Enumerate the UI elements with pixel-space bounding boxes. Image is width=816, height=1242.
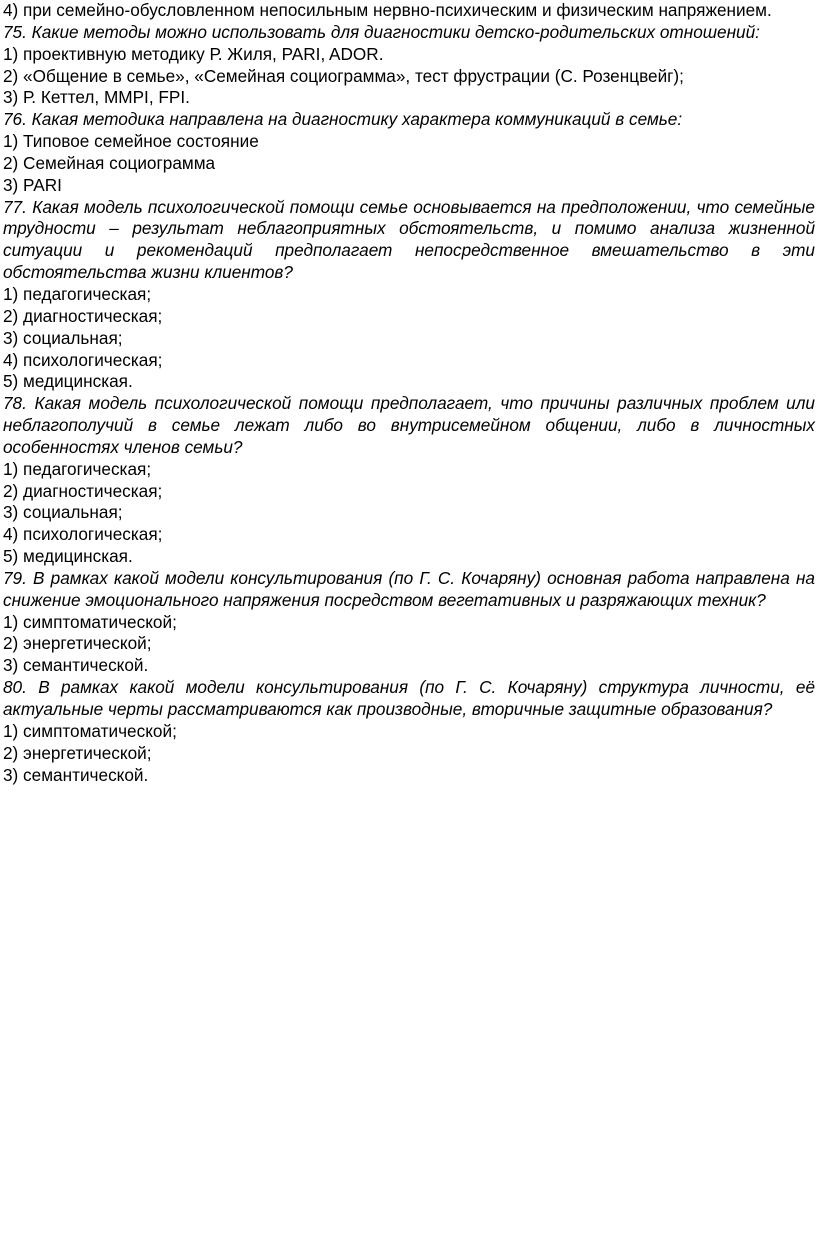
option-76-1: 1) Типовое семейное состояние xyxy=(3,131,259,152)
option-80-2: 2) энергетической; xyxy=(3,742,152,763)
option-76-3: 3) PARI xyxy=(3,174,62,195)
option-75-2: 2) «Общение в семье», «Семейная социограмма», тест фрустрации (С. Розенцвейг); xyxy=(3,65,684,86)
option-78-2: 2) диагностическая; xyxy=(3,480,163,501)
question-80: 80. В рамках какой модели консультирования (по Г. С. Кочаряну) структура личности, её актуальные черты рассматриваются как производные, вторичные защитные образования? xyxy=(3,677,815,719)
intro-paragraph: 4) при семейно-обусловленном непосильным нервно-психическим и физическим напряжением. xyxy=(3,0,772,20)
option-75-1: 1) проективную методику Р. Жиля, PARI, ADOR. xyxy=(3,43,384,64)
option-79-1: 1) симптоматической; xyxy=(3,611,177,632)
question-77: 77. Какая модель психологической помощи семье основывается на предположении, что семейные трудности – результат неблагоприятных обстоятельств, и помимо анализа жизненной ситуации и рекомендаций предполагает непосредственное вмешательство в эти обстоятельства жизни клиентов? xyxy=(3,196,815,283)
question-75: 75. Какие методы можно использовать для диагностики детско-родительских отношений: xyxy=(3,21,760,42)
option-78-3: 3) социальная; xyxy=(3,502,123,523)
option-76-2: 2) Семейная социограмма xyxy=(3,152,216,173)
option-77-5: 5) медицинская. xyxy=(3,371,133,392)
option-78-5: 5) медицинская. xyxy=(3,546,133,567)
option-77-1: 1) педагогическая; xyxy=(3,283,152,304)
option-77-4: 4) психологическая; xyxy=(3,349,163,370)
question-79: 79. В рамках какой модели консультирования (по Г. С. Кочаряну) основная работа направлена на снижение эмоционального напряжения посредством вегетативных и разряжающих техник? xyxy=(3,567,815,610)
option-77-3: 3) социальная; xyxy=(3,327,123,348)
question-76: 76. Какая методика направлена на диагностику характера коммуникаций в семье: xyxy=(3,109,683,130)
option-77-2: 2) диагностическая; xyxy=(3,305,163,326)
option-80-3: 3) семантической. xyxy=(3,764,149,785)
option-79-3: 3) семантической. xyxy=(3,655,149,676)
option-78-4: 4) психологическая; xyxy=(3,524,163,545)
question-78: 78. Какая модель психологической помощи предполагает, что причины различных проблем или неблагополучий в семье лежат либо во внутрисемейном общении, либо в личностных особенностях членов семьи? xyxy=(3,393,815,457)
option-78-1: 1) педагогическая; xyxy=(3,458,152,479)
document-page xyxy=(3,0,815,786)
option-75-3: 3) Р. Кеттел, MMPI, FPI. xyxy=(3,87,190,108)
option-79-2: 2) энергетической; xyxy=(3,633,152,654)
option-80-1: 1) симптоматической; xyxy=(3,720,177,741)
